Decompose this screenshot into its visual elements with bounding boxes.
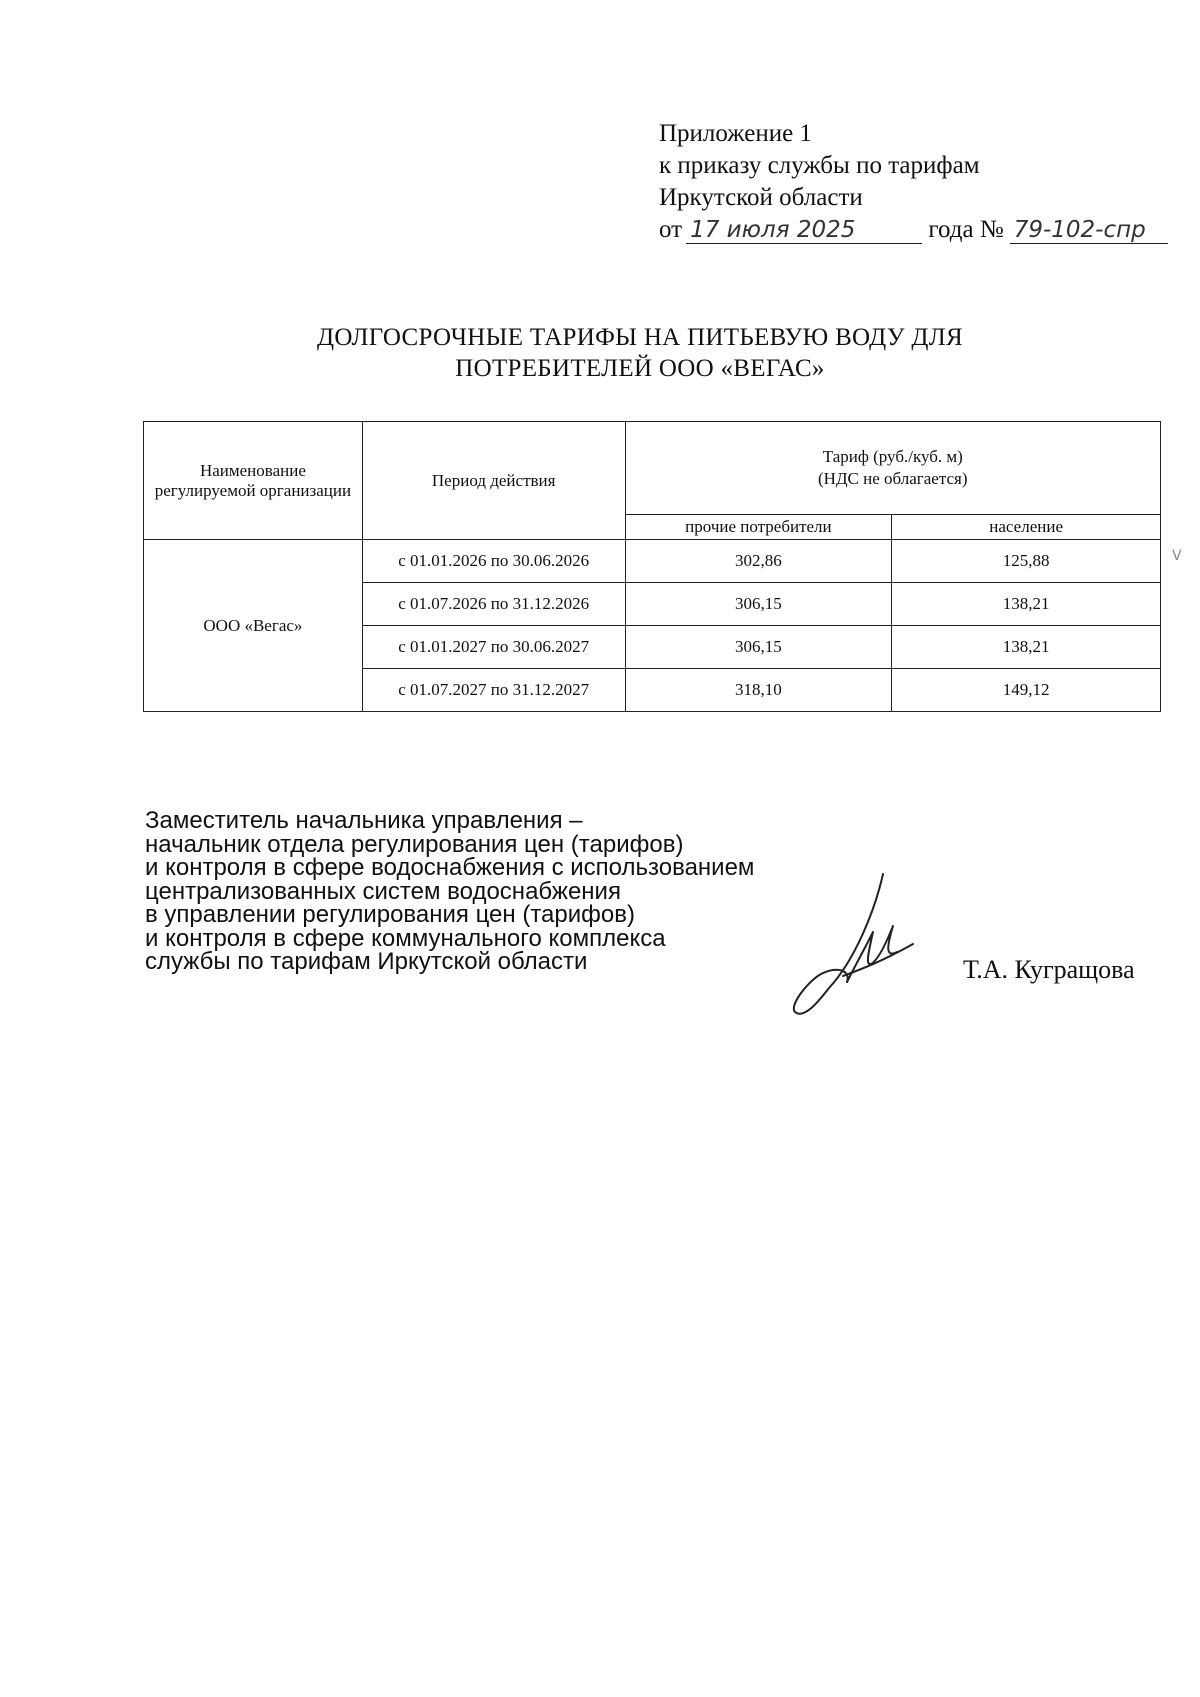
population-tariff-cell: 149,12: [892, 669, 1161, 712]
other-tariff-cell: 306,15: [625, 583, 892, 626]
number-prefix: года №: [928, 216, 1004, 243]
header-period: Период действия: [362, 422, 625, 540]
period-cell: с 01.07.2026 по 31.12.2026: [362, 583, 625, 626]
header-tariff-line-2: (НДС не облагается): [818, 469, 968, 488]
tariff-table: [143, 421, 1161, 712]
header-population: население: [892, 515, 1161, 540]
period-cell: с 01.01.2026 по 30.06.2026: [362, 540, 625, 583]
population-tariff-cell: 138,21: [892, 626, 1161, 669]
handwritten-order-number: 79-102-спр: [1010, 217, 1168, 244]
handwritten-date: 17 июля 2025: [686, 217, 922, 244]
title-line-2: ПОТРЕБИТЕЛЕЙ ООО «ВЕГАС»: [455, 355, 825, 382]
table-row: [144, 540, 1161, 583]
period-cell: с 01.01.2027 по 30.06.2027: [362, 626, 625, 669]
signer-name: Т.А. Кугращова: [963, 955, 1135, 984]
appendix-date-line: [659, 214, 1168, 246]
header-tariff: [625, 422, 1160, 515]
population-tariff-cell: 125,88: [892, 540, 1161, 583]
appendix-line-2: к приказу службы по тарифам: [659, 152, 980, 179]
appendix-line-3: Иркутской области: [659, 184, 863, 211]
handwritten-signature: [785, 870, 920, 1020]
margin-checkmark: V: [1172, 548, 1182, 564]
signatory-position: Заместитель начальника управления – начальник отдела регулирования цен (тарифов) и контроля в сфере водоснабжения с использованием централизованных систем водоснабжения в управлении регулирования цен (тарифов) и контроля в сфере коммунального комплекса службы по тарифам Иркутской области: [145, 807, 755, 975]
table-header-row: [144, 422, 1161, 515]
period-cell: с 01.07.2027 по 31.12.2027: [362, 669, 625, 712]
appendix-line-1: Приложение 1: [659, 120, 812, 147]
header-organization: Наименование регулируемой организации: [144, 422, 363, 540]
population-tariff-cell: 138,21: [892, 583, 1161, 626]
title-line-1: ДОЛГОСРОЧНЫЕ ТАРИФЫ НА ПИТЬЕВУЮ ВОДУ ДЛЯ: [317, 324, 963, 351]
appendix-header: [659, 118, 1168, 246]
header-tariff-line-1: Тариф (руб./куб. м): [822, 447, 963, 466]
date-prefix: от: [659, 216, 683, 243]
header-other-consumers: прочие потребители: [625, 515, 892, 540]
organization-cell: ООО «Вегас»: [144, 540, 363, 712]
other-tariff-cell: 302,86: [625, 540, 892, 583]
document-title: [200, 322, 1080, 384]
other-tariff-cell: 318,10: [625, 669, 892, 712]
other-tariff-cell: 306,15: [625, 626, 892, 669]
